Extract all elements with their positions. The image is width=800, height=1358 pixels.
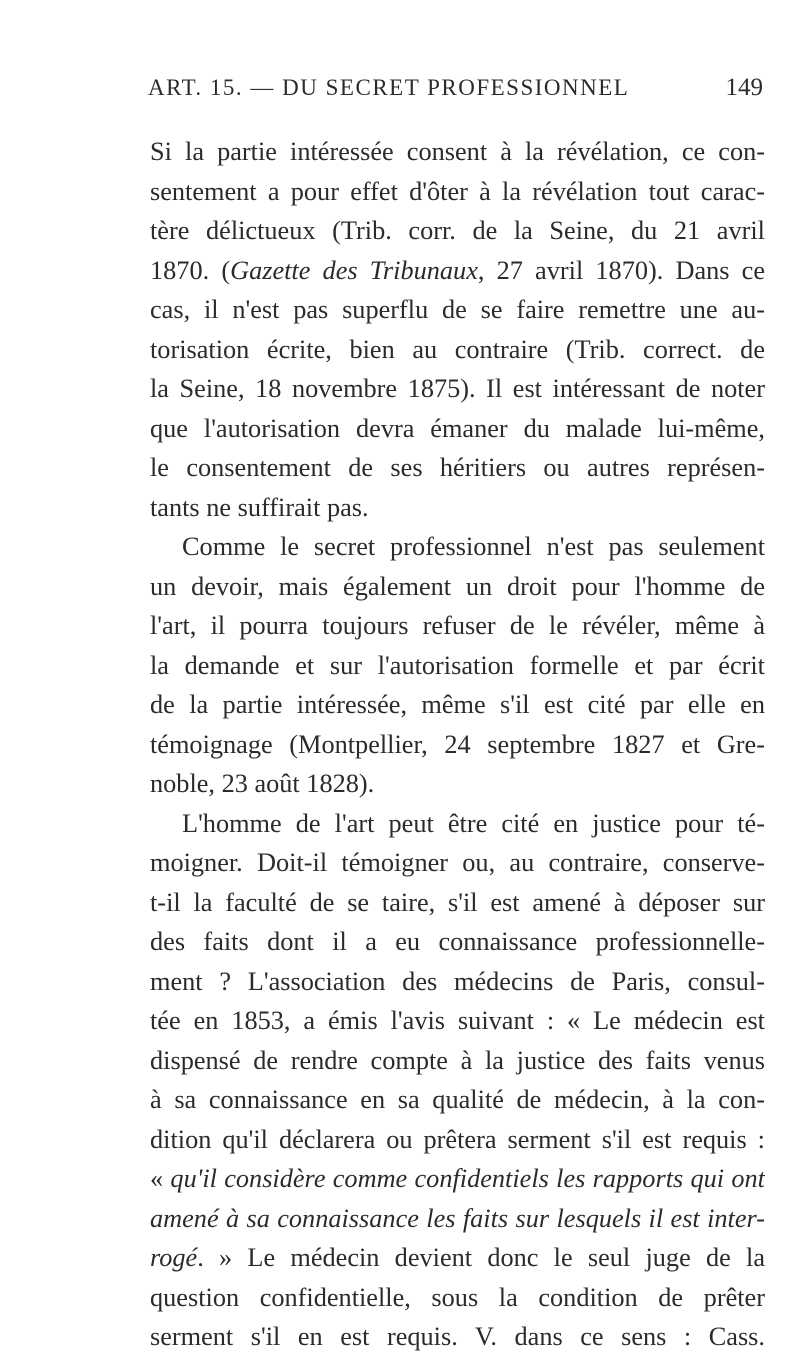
text-line: de la partie intéressée, même s'il est cité par elle en bbox=[150, 690, 765, 719]
text-line: cas, il n'est pas superflu de se faire remettre une au- bbox=[150, 295, 765, 324]
text-line: témoignage (Montpellier, 24 septembre 1827 et Gre- bbox=[150, 729, 765, 759]
text-line: un devoir, mais également un droit pour l'homme de bbox=[150, 571, 765, 601]
text-line: sentement a pour effet d'ôter à la révélation tout carac- bbox=[150, 176, 765, 206]
text-line: tère délictueux (Trib. corr. de la Seine, du 21 avril bbox=[150, 216, 765, 245]
text-line: l'art, il pourra toujours refuser de le révéler, même à bbox=[150, 611, 765, 640]
text-line: que l'autorisation devra émaner du malade lui-même, bbox=[150, 413, 765, 443]
text-line: « qu'il considère comme confidentiels les rapports qui ont bbox=[150, 1164, 765, 1193]
text-line: ment ? L'association des médecins de Paris, consul- bbox=[150, 966, 765, 996]
italic-journal-title: Gazette des Tribunaux bbox=[230, 255, 478, 285]
text-line: tants ne suffirait pas. bbox=[150, 492, 369, 522]
text-line: tée en 1853, a émis l'avis suivant : « Le médecin est bbox=[150, 1006, 765, 1035]
running-title: ART. 15. — DU SECRET PROFESSIONNEL bbox=[148, 75, 630, 100]
text-line: question confidentielle, sous la condition de prêter bbox=[150, 1282, 765, 1312]
italic-quote: rogé bbox=[150, 1243, 198, 1272]
text-line: dispensé de rendre compte à la justice des faits venus bbox=[150, 1045, 765, 1075]
text-line: Si la partie intéressée consent à la révélation, ce con- bbox=[150, 137, 765, 166]
text-line: 1870. (Gazette des Tribunaux, 27 avril 1870). Dans ce bbox=[150, 255, 765, 285]
text-line: rogé. » Le médecin devient donc le seul juge de la bbox=[150, 1243, 765, 1272]
text-line: la Seine, 18 novembre 1875). Il est intéressant de noter bbox=[150, 374, 765, 403]
italic-quote: qu'il considère comme confidentiels les rapports qui ont bbox=[170, 1164, 765, 1193]
body-text bbox=[150, 132, 765, 1357]
paragraph-start: Comme le secret professionnel n'est pas seulement bbox=[182, 532, 765, 561]
text-line: t-il la faculté de se taire, s'il est amené à déposer sur bbox=[150, 887, 765, 917]
text-line: dition qu'il déclarera ou prêtera serment s'il est requis : bbox=[150, 1124, 765, 1154]
text-line: moigner. Doit-il témoigner ou, au contraire, conserve- bbox=[150, 848, 765, 877]
text-line: à sa connaissance en sa qualité de médecin, à la con- bbox=[150, 1085, 765, 1114]
text-line: torisation écrite, bien au contraire (Trib. correct. de bbox=[150, 334, 765, 364]
running-header bbox=[148, 68, 763, 108]
text-line: des faits dont il a eu connaissance professionnelle- bbox=[150, 927, 765, 956]
text-line: le consentement de ses héritiers ou autres représen- bbox=[150, 453, 765, 482]
text-line bbox=[150, 1199, 765, 1239]
paragraph-start: L'homme de l'art peut être cité en justice pour té- bbox=[182, 808, 765, 838]
text-line: noble, 23 août 1828). bbox=[150, 769, 375, 798]
text-line: serment s'il en est requis. V. dans ce sens : Cass. bbox=[150, 1322, 765, 1351]
page-number: 149 bbox=[725, 74, 763, 101]
italic-quote: amené à sa connaissance les faits sur lesquels il est inter- bbox=[150, 1203, 765, 1233]
text-line: la demande et sur l'autorisation formelle et par écrit bbox=[150, 650, 765, 680]
